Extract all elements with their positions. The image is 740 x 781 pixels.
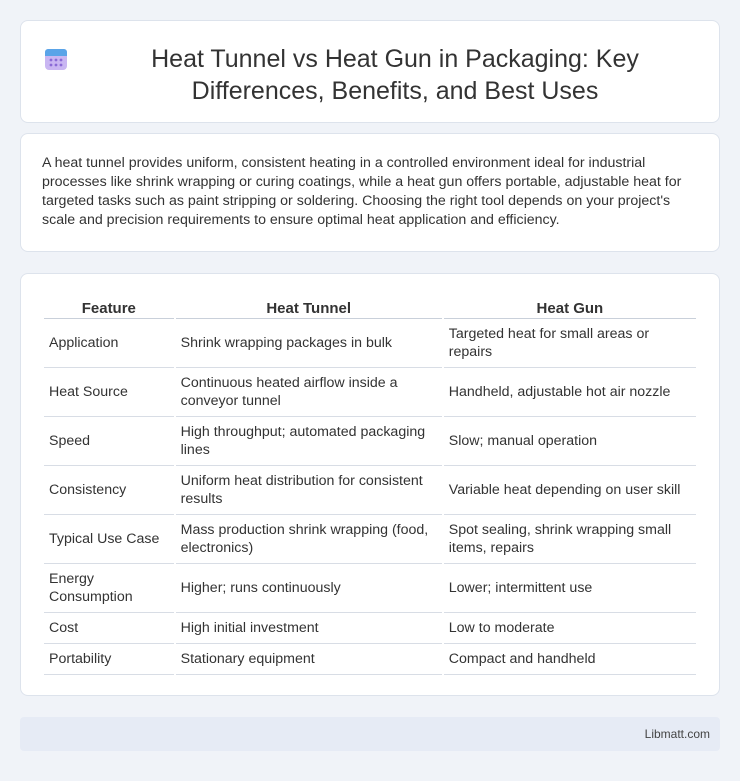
row-heat-tunnel: Higher; runs continuously xyxy=(176,564,442,613)
row-feature: Typical Use Case xyxy=(44,515,174,564)
row-feature: Portability xyxy=(44,644,174,675)
row-feature: Consistency xyxy=(44,466,174,515)
row-heat-tunnel: Mass production shrink wrapping (food, electronics) xyxy=(176,515,442,564)
table-row xyxy=(44,417,696,466)
table-row xyxy=(44,515,696,564)
row-heat-gun: Lower; intermittent use xyxy=(444,564,696,613)
intro-paragraph: A heat tunnel provides uniform, consistent heating in a controlled environment ideal for industrial processes like shrink wrapping or curing coatings, while a heat gun offers portable, adjustable heat for targeted tasks such as paint stripping or soldering. Choosing the right tool depends on your project's scale and precision requirements to ensure optimal heat application and efficiency. xyxy=(42,155,682,228)
footer-site-link[interactable]: Libmatt.com xyxy=(644,727,710,741)
header-feature: Feature xyxy=(44,295,174,319)
table-row xyxy=(44,613,696,644)
table-row xyxy=(44,466,696,515)
intro-card xyxy=(20,133,720,252)
row-heat-gun: Targeted heat for small areas or repairs xyxy=(444,319,696,368)
row-feature: Speed xyxy=(44,417,174,466)
row-feature: Heat Source xyxy=(44,368,174,417)
header-heat-gun: Heat Gun xyxy=(444,295,696,319)
row-heat-tunnel: High initial investment xyxy=(176,613,442,644)
comparison-card xyxy=(20,273,720,696)
row-heat-gun: Compact and handheld xyxy=(444,644,696,675)
table-row xyxy=(44,644,696,675)
row-heat-gun: Low to moderate xyxy=(444,613,696,644)
header-heat-tunnel: Heat Tunnel xyxy=(176,295,442,319)
row-heat-gun: Spot sealing, shrink wrapping small items, repairs xyxy=(444,515,696,564)
table-row xyxy=(44,319,696,368)
page-title: Heat Tunnel vs Heat Gun in Packaging: Key Differences, Benefits, and Best Uses xyxy=(151,45,639,105)
table-header-row xyxy=(44,295,696,319)
title-card xyxy=(20,20,720,123)
comparison-table xyxy=(42,295,698,675)
table-row xyxy=(44,368,696,417)
table-row xyxy=(44,564,696,613)
row-heat-tunnel: Continuous heated airflow inside a conveyor tunnel xyxy=(176,368,442,417)
row-feature: Application xyxy=(44,319,174,368)
row-heat-gun: Slow; manual operation xyxy=(444,417,696,466)
row-heat-gun: Variable heat depending on user skill xyxy=(444,466,696,515)
row-feature: Cost xyxy=(44,613,174,644)
row-heat-tunnel: Stationary equipment xyxy=(176,644,442,675)
row-heat-tunnel: Uniform heat distribution for consistent results xyxy=(176,466,442,515)
row-heat-tunnel: High throughput; automated packaging lines xyxy=(176,417,442,466)
row-heat-gun: Handheld, adjustable hot air nozzle xyxy=(444,368,696,417)
footer xyxy=(20,717,720,751)
row-heat-tunnel: Shrink wrapping packages in bulk xyxy=(176,319,442,368)
row-feature: Energy Consumption xyxy=(44,564,174,613)
